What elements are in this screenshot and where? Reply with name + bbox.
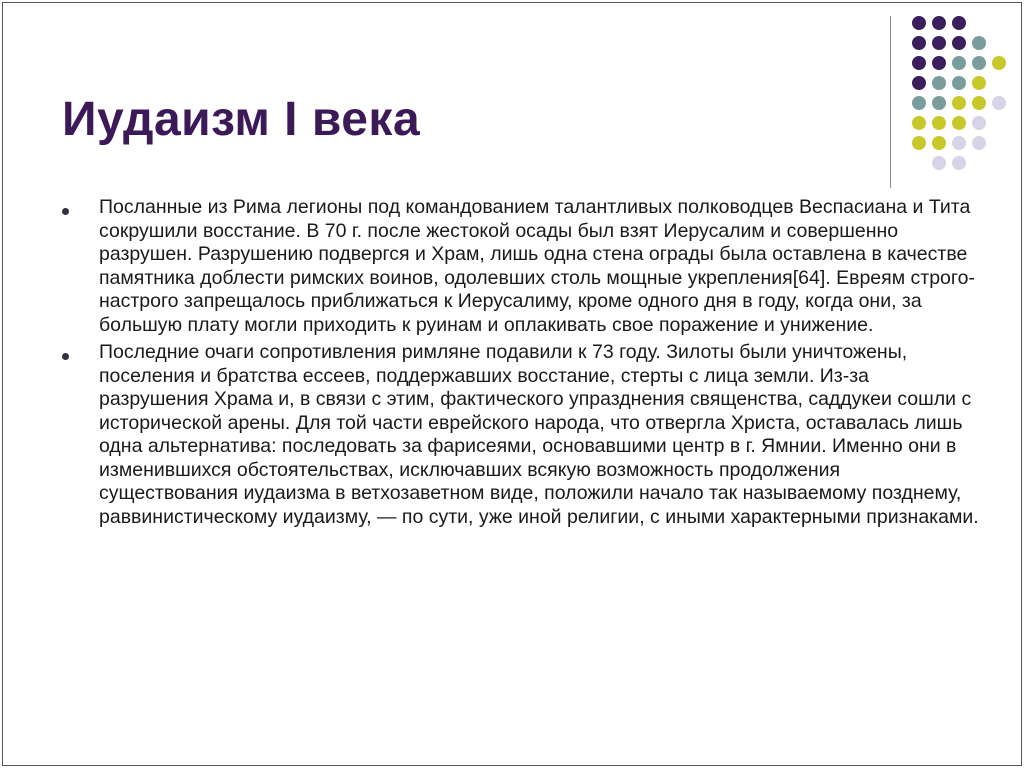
decorative-dot (952, 156, 966, 170)
decorative-dot (912, 56, 926, 70)
decorative-dot (912, 116, 926, 130)
decorative-dot (952, 116, 966, 130)
decorative-dot (932, 76, 946, 90)
decorative-dot (932, 96, 946, 110)
bullet-item (62, 341, 992, 529)
decorative-dot (912, 136, 926, 150)
decorative-dot (932, 56, 946, 70)
bullet-text: Посланные из Рима легионы под командованием талантливых полководцев Веспасиана и Тита сокрушили восстание. В 70 г. после жестокой осады был взят Иерусалим и совершенно разрушен. Разрушению подвергся и Храм, лишь одна стена ограды была оставлена в качестве памятника доблести римских воинов, одолевших столь мощные укрепления[64]. Евреям строго-настрого запрещалось приближаться к Иерусалиму, кроме одного дня в году, когда они, за большую плату могли приходить к руинам и оплакивать свое поражение и унижение. (99, 196, 975, 336)
decorative-dot (992, 56, 1006, 70)
decorative-dot (932, 116, 946, 130)
decorative-dot (972, 96, 986, 110)
decorative-dot (952, 36, 966, 50)
bullet-list (62, 196, 992, 533)
decorative-dot (952, 56, 966, 70)
decorative-dot (952, 96, 966, 110)
decorative-dot (932, 136, 946, 150)
bullet-icon (62, 353, 69, 360)
decorative-dot (932, 156, 946, 170)
decorative-vertical-line (890, 16, 891, 188)
bullet-icon (62, 208, 69, 215)
decorative-dot (952, 76, 966, 90)
decorative-dot (972, 116, 986, 130)
decorative-dot (972, 136, 986, 150)
slide-title: Иудаизм I века (62, 93, 421, 146)
decorative-dot (912, 36, 926, 50)
decorative-dot (932, 36, 946, 50)
decorative-dot (912, 96, 926, 110)
decorative-dot (992, 96, 1006, 110)
decorative-dot (912, 16, 926, 30)
decorative-dot (932, 16, 946, 30)
bullet-text: Последние очаги сопротивления римляне подавили к 73 году. Зилоты были уничтожены, поселения и братства ессеев, поддержавших восстание, стерты с лица земли. Из-за разрушения Храма и, в связи с этим, фактического упразднения священства, саддукеи сошли с исторической арены. Для той части еврейского народа, что отвергла Христа, оставалась лишь одна альтернатива: последовать за фарисеями, основавшими центр в г. Ямнии. Именно они в изменившихся обстоятельствах, исключавших всякую возможность продолжения существования иудаизма в ветхозаветном виде, положили начало так называемому позднему, раввинистическому иудаизму, — по сути, уже иной религии, с иными характерными признаками. (99, 341, 979, 528)
decorative-dot (972, 76, 986, 90)
decorative-dot (912, 76, 926, 90)
decorative-dot (972, 56, 986, 70)
decorative-dot (952, 16, 966, 30)
bullet-item (62, 196, 992, 337)
decorative-dot (952, 136, 966, 150)
decorative-dot (972, 36, 986, 50)
